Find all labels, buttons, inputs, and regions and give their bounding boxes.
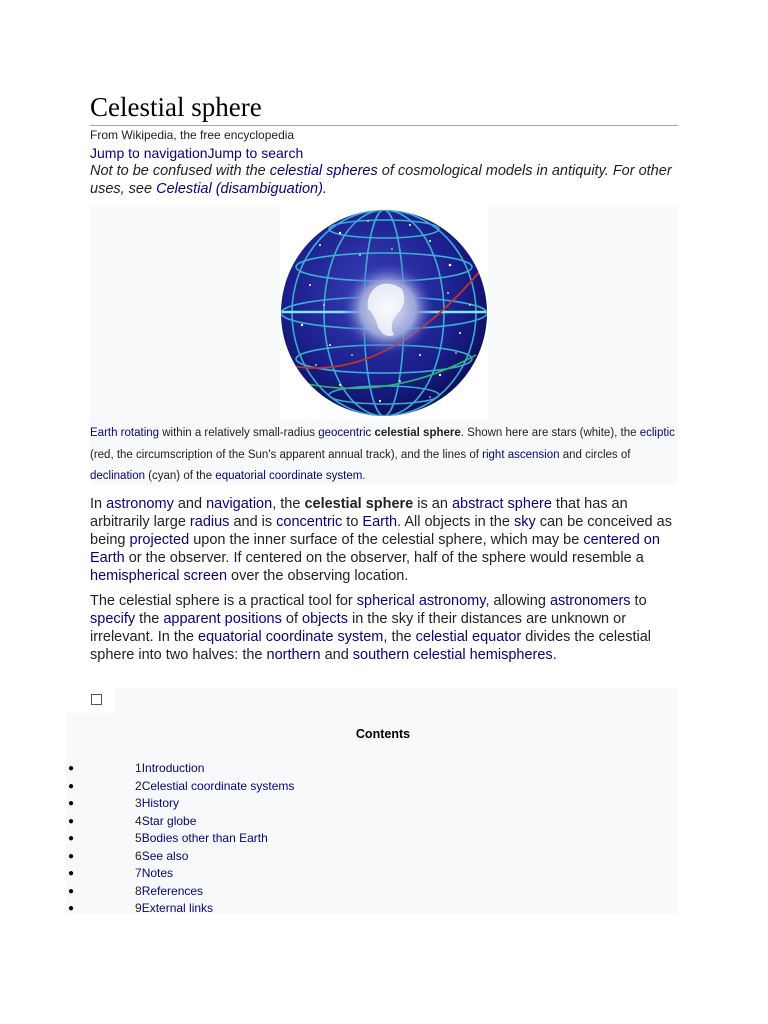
spherical-astronomy-link[interactable]: spherical astronomy [356,593,486,609]
toc-toggle-checkbox[interactable] [91,694,102,705]
paragraph-text: and [320,647,353,663]
geocentric-link[interactable]: geocentric [318,427,372,439]
earth-rotating-link[interactable]: Earth rotating [90,427,160,439]
ecliptic-link[interactable]: ecliptic [639,427,675,439]
toc-link[interactable]: References [141,883,204,898]
centered-on-earth-link[interactable]: centered on Earth [90,532,660,566]
southern-celestial-hemispheres-link[interactable]: southern celestial hemispheres [352,647,553,663]
celestial-spheres-link[interactable]: celestial spheres [269,163,378,179]
toc-number: 7 [135,866,142,880]
paragraph-bold: celestial sphere [304,496,414,512]
bullet-icon: ● [68,815,75,827]
sky-link[interactable]: sky [513,514,536,530]
paragraph-text: the [135,611,164,627]
toc-number: 9 [135,901,142,915]
toc-link[interactable]: Celestial coordinate systems [141,778,295,793]
navigation-link[interactable]: navigation [206,496,273,512]
bullet-icon: ● [68,885,75,897]
paragraph-text: or the observer. If centered on the observer, half of the sphere would resemble a [124,550,644,566]
astronomers-link[interactable]: astronomers [549,593,631,609]
caption-text: (cyan) of the [144,470,216,482]
paragraph-text: . [552,647,557,663]
caption-text: . Shown here are stars (white), the [460,427,640,439]
toc-link[interactable]: See also [141,848,189,863]
paragraph-text: to [342,514,363,530]
paragraph-text: and is [229,514,277,530]
paragraph-text: over the observing location. [227,568,409,584]
equatorial-coordinate-system-link[interactable]: equatorial coordinate system [215,470,363,482]
paragraph-text: The celestial sphere is a practical tool for [90,593,357,609]
paragraph-text: that has an arbitrarily large [90,496,628,530]
caption-bold: celestial sphere [374,427,461,439]
bullet-icon: ● [68,850,75,862]
paragraph-text: to [630,593,647,609]
apparent-positions-link[interactable]: apparent positions [163,611,282,627]
jump-to-search-link[interactable]: Jump to search [207,145,304,161]
hemispherical-screen-link[interactable]: hemispherical screen [90,568,228,584]
bullet-icon: ● [68,903,75,914]
bullet-icon: ● [68,833,75,844]
specify-link[interactable]: specify [90,611,136,627]
toc-link[interactable]: Notes [141,866,174,880]
paragraph-text: and [173,496,207,512]
paragraph-text: . All objects in the [397,514,514,530]
hatnote [90,162,680,198]
earth-link[interactable]: Earth [362,514,398,530]
toc-number: 1 [135,761,142,775]
paragraph-text: of [281,611,303,627]
toc-number: 4 [135,813,142,828]
toc-title: Contents [355,727,411,741]
toc-link[interactable]: External links [141,901,214,915]
toc-number: 5 [135,831,142,845]
bullet-icon: ● [68,798,75,809]
projected-link[interactable]: projected [129,532,190,548]
toc-number: 6 [135,848,142,863]
thumbnail-figure [90,205,678,484]
radius-link[interactable]: radius [189,514,230,530]
declination-link[interactable]: declination [90,470,145,482]
bullet-icon: ● [68,868,75,879]
toc-number: 8 [135,883,142,898]
caption-text: and circles of [559,448,631,461]
jump-to-navigation-link[interactable]: Jump to navigation [90,145,208,161]
hatnote-text: . [322,181,327,197]
paragraph-text: in the sky if their distances are unknown or irrelevant. In the [90,611,627,645]
abstract-sphere-link[interactable]: abstract sphere [451,496,552,512]
paragraph-text: , allowing [485,593,550,609]
jump-links [90,145,303,161]
paragraph-text: , the [272,496,305,512]
paragraph-text: In [90,496,107,512]
intro-paragraph-2 [90,592,680,664]
bullet-icon: ● [68,763,75,774]
caption-text: . [362,470,366,482]
celestial-disambiguation-link[interactable]: Celestial (disambiguation) [156,181,323,197]
toc-link[interactable]: History [141,796,180,810]
toc-link[interactable]: Bodies other than Earth [141,831,268,845]
celestial-sphere-image[interactable] [280,205,488,419]
paragraph-text: divides the celestial sphere into two halves: the [90,629,651,663]
toc-number: 3 [135,796,142,810]
figure-caption [90,423,678,488]
hatnote-text: of cosmological models in antiquity. For other uses, see [90,163,672,197]
concentric-link[interactable]: concentric [276,514,343,530]
paragraph-text: is an [413,496,452,512]
equatorial-coordinate-system-link-2[interactable]: equatorial coordinate system [198,629,384,645]
toc-header-bg [115,688,678,713]
caption-text: within a relatively small-radius [159,427,319,439]
celestial-equator-link[interactable]: celestial equator [415,629,522,645]
toc-link[interactable]: Introduction [141,761,205,775]
paragraph-text: can be conceived as being [90,514,672,548]
right-ascension-link[interactable]: right ascension [482,448,560,461]
toc-link[interactable]: Star globe [141,813,197,828]
northern-link[interactable]: northern [266,647,321,663]
objects-link[interactable]: objects [302,611,348,627]
caption-text: (red, the circumscription of the Sun's apparent annual track), and the lines of [90,448,483,461]
hatnote-text: Not to be confused with the [90,163,270,179]
paragraph-text: , the [383,629,416,645]
bullet-icon: ● [68,780,75,792]
site-tagline: From Wikipedia, the free encyclopedia [90,128,295,142]
astronomy-link[interactable]: astronomy [106,496,174,512]
toc-number: 2 [135,778,142,793]
page-title: Celestial sphere [90,90,678,126]
paragraph-text: upon the inner surface of the celestial sphere, which may be [189,532,584,548]
intro-paragraph-1 [90,495,680,585]
